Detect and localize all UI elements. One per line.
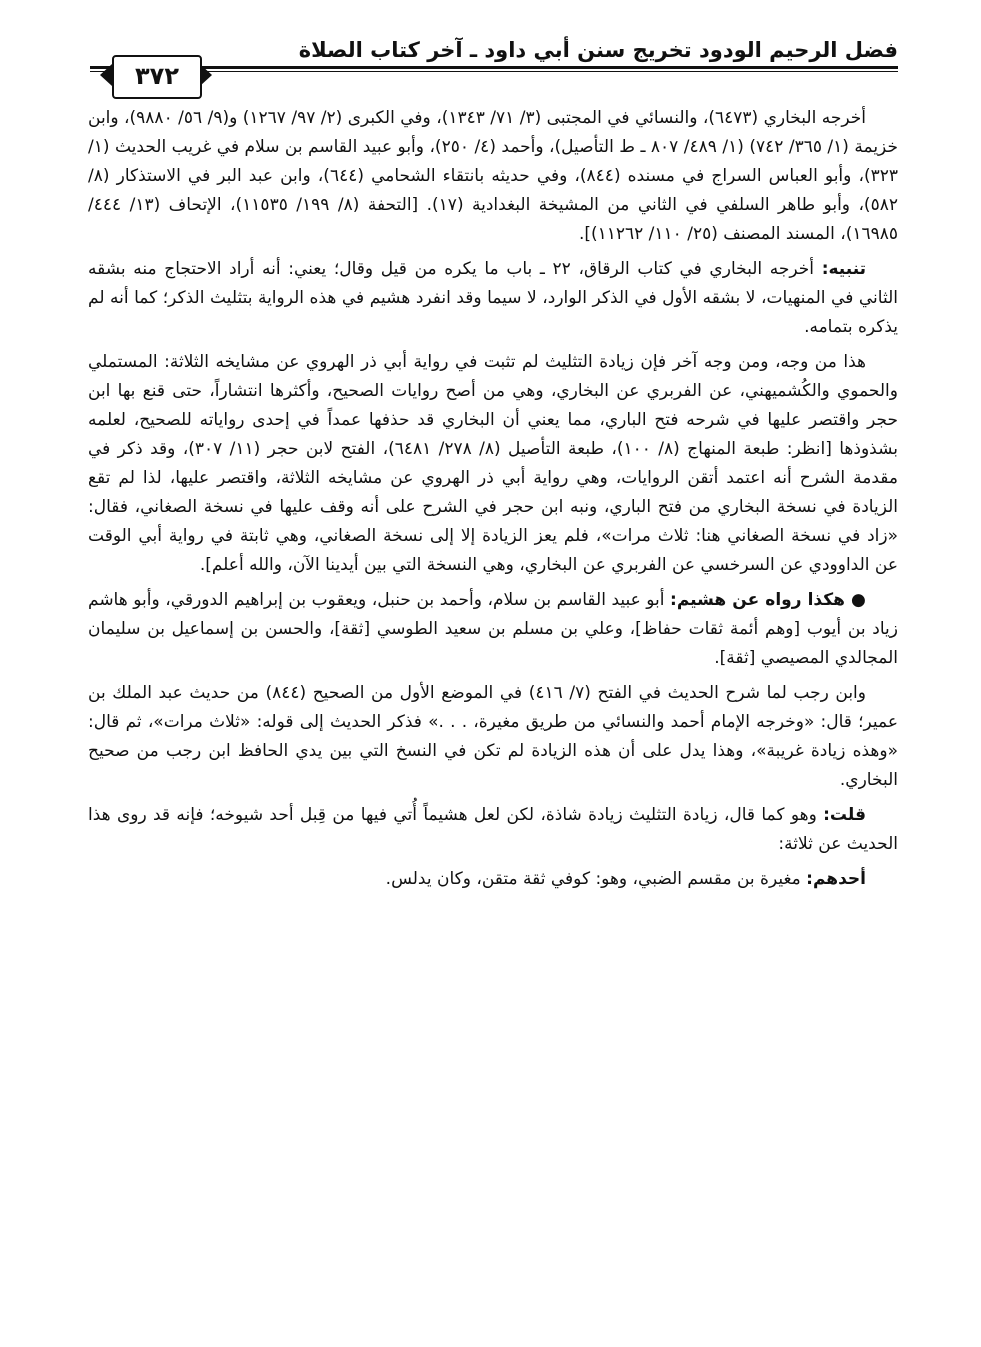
paragraph-note	[88, 255, 898, 342]
paragraph-text: وهو كما قال، زيادة التثليث زيادة شاذة، لكن لعل هشيماً أُتي فيها من قِبل أحد شيوخه؛ فإنه قد روى هذا الحديث عن ثلاثة:	[88, 805, 898, 854]
page-header	[90, 22, 898, 102]
paragraph-takhrij	[88, 104, 898, 249]
page-number-ornament-right	[200, 64, 212, 86]
paragraph-lead: قلت:	[823, 805, 866, 825]
paragraph-text: أخرجه البخاري في كتاب الرقاق، ٢٢ ـ باب ما يكره من قيل وقال؛ يعني: أنه أراد الاحتجاج منه بشقه الثاني في المنهيات، لا بشقه الأول في الذكر الوارد، لا سيما وقد انفرد هشيم في هذه الرواية بتثليث الذكر؛ كما أنه لم يذكره بتمامه.	[88, 259, 898, 337]
paragraph-lead: أحدهم:	[806, 869, 866, 889]
page-number-ornament-left	[100, 64, 112, 86]
paragraph-text: هذا من وجه، ومن وجه آخر فإن زيادة التثليث لم تثبت في رواية أبي ذر الهروي عن مشايخه الثلاثة: المستملي والحموي والكُشميهني، عن الفربري عن البخاري، وهي من أصح روايات الصحيح، وأكثرها انتشاراً، حتى قنع بها ابن حجر واقتصر عليها في شرحه فتح الباري، مما يعني أن البخاري قد حذفها عمداً في إحدى رواياته للصحيح، لعلمه بشذوذها [انظر: طبعة المنهاج (٨/ ١٠٠)، طبعة التأصيل (٨/ ٢٧٨/ ٦٤٨١)، الفتح لابن حجر (١١/ ٣٠٧)، وقد ذكر في مقدمة الشرح أنه اعتمد أتقن الروايات، وهي رواية أبي ذر الهروي عن مشايخه الثلاثة، واقتصر عليها، لذا لم تقع الزيادة في نسخة البخاري من فتح الباري، ونبه ابن حجر في الشرح على أنه وقف عليها في نسخة الصغاني، فقال: «زاد في نسخة الصغاني هنا: ثلاث مرات»، فلم يعز الزيادة إلا إلى نسخة الصغاني، وهي ثابتة في رواية أبي الوقت عن الداوودي عن السرخسي عن الفربري عن البخاري، وهي النسخة التي بين أيدينا الآن، والله أعلم].	[88, 352, 898, 575]
body-text	[88, 104, 898, 900]
paragraph-lead: تنبيه:	[821, 259, 867, 279]
paragraph-first-narrator	[88, 865, 898, 894]
paragraph-text: أخرجه البخاري (٦٤٧٣)، والنسائي في المجتبى (٣/ ٧١/ ١٣٤٣)، وفي الكبرى (٢/ ٩٧/ ١٢٦٧) و(٩/ ٥٦/ ٩٨٨٠)، وابن خزيمة (١/ ٣٦٥/ ٧٤٢) (١/ ٤٨٩/ ٨٠٧ ـ ط التأصيل)، وأحمد (٤/ ٢٥٠)، وأبو عبيد القاسم بن سلام في غريب الحديث (١/ ٣٢٣)، وأبو العباس السراج في مسنده (٨٤٤)، وفي حديثه بانتقاء الشحامي (٦٤٤)، وابن عبد البر في الاستذكار (٨/ ٥٨٢)، وأبو طاهر السلفي في الثاني من المشيخة البغدادية (١٧). [التحفة (٨/ ١٩٩/ ١١٥٣٥)، الإتحاف (١٣/ ٤٤٤/ ١٦٩٨٥)، المسند المصنف (٢٥/ ١١٠/ ١١٢٦٢)].	[88, 108, 898, 244]
paragraph-author-comment	[88, 801, 898, 859]
paragraph-ibn-rajab	[88, 679, 898, 795]
paragraph-discussion	[88, 348, 898, 580]
paragraph-lead: ● هكذا رواه عن هشيم:	[670, 590, 866, 610]
paragraph-narrators	[88, 586, 898, 673]
running-title: فضل الرحيم الودود تخريج سنن أبي داود ـ آخر كتاب الصلاة	[298, 38, 898, 62]
paragraph-text: أبو عبيد القاسم بن سلام، وأحمد بن حنبل، ويعقوب بن إبراهيم الدورقي، وأبو هاشم زياد بن أيوب [وهم أئمة ثقات حفاظ]، وعلي بن مسلم بن سعيد الطوسي [ثقة]، والحسن بن إسماعيل بن سليمان المجالدي المصيصي [ثقة].	[88, 590, 898, 668]
page-number: ٣٧٢	[112, 55, 202, 99]
paragraph-text: وابن رجب لما شرح الحديث في الفتح (٧/ ٤١٦) في الموضع الأول من الصحيح (٨٤٤) من حديث عبد الملك بن عمير؛ قال: «وخرجه الإمام أحمد والنسائي من طريق مغيرة، . . .» فذكر الحديث إلى قوله: «ثلاث مرات»، ثم قال: «وهذه زيادة غريبة»، وهذا يدل على أن هذه الزيادة لم تكن في النسخ التي بين يدي الحافظ ابن رجب من صحيح البخاري.	[88, 683, 898, 790]
paragraph-text: مغيرة بن مقسم الضبي، وهو: كوفي ثقة متقن، وكان يدلس.	[385, 869, 801, 889]
